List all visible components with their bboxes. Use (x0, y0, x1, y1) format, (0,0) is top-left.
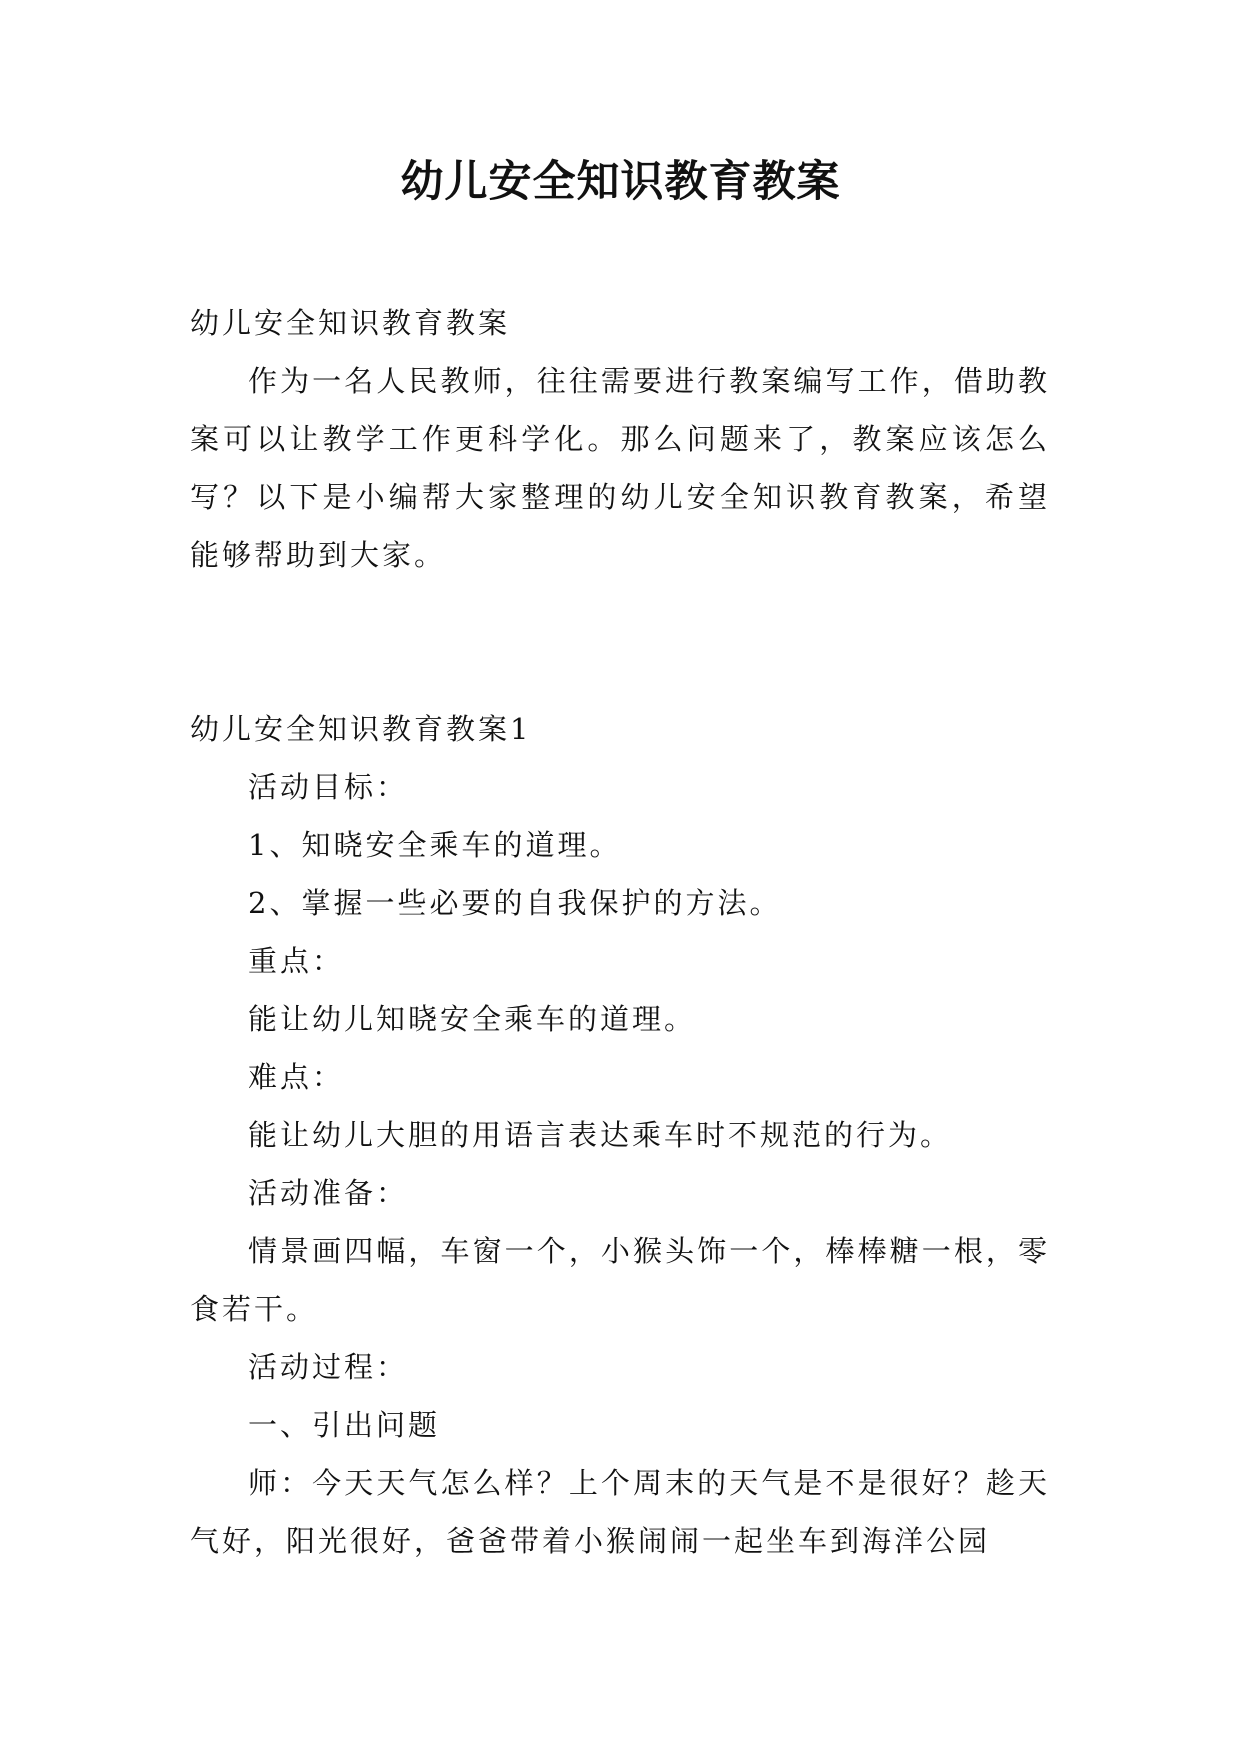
goal-2: 2、掌握一些必要的自我保护的方法。 (248, 886, 782, 920)
goal-1: 1、知晓安全乘车的道理。 (248, 828, 622, 862)
process-heading: 活动过程： (248, 1350, 409, 1384)
document-title: 幼儿安全知识教育教案 (400, 157, 841, 207)
section-gap (190, 584, 1050, 700)
process-step-1: 一、引出问题 (248, 1408, 441, 1442)
teacher-dialogue: 师：今天天气怎么样？上个周末的天气是不是很好？趁天气好，阳光很好，爸爸带着小猴闹闹一起坐车到海洋公园 (190, 1466, 1050, 1558)
preparation-heading: 活动准备： (248, 1176, 409, 1210)
activity-goals-heading: 活动目标： (248, 770, 409, 804)
difficulty-text: 能让幼儿大胆的用语言表达乘车时不规范的行为。 (248, 1118, 953, 1152)
preparation-text: 情景画四幅，车窗一个，小猴头饰一个，棒棒糖一根，零食若干。 (190, 1234, 1050, 1326)
key-point-text: 能让幼儿知晓安全乘车的道理。 (248, 1002, 697, 1036)
intro-paragraph: 作为一名人民教师，往往需要进行教案编写工作，借助教案可以让教学工作更科学化。那么问题来了，教案应该怎么写？以下是小编帮大家整理的幼儿安全知识教育教案，希望能够帮助到大家。 (190, 364, 1050, 572)
difficulty-heading: 难点： (248, 1060, 345, 1094)
document-body (190, 294, 1050, 1570)
subtitle: 幼儿安全知识教育教案 (190, 306, 511, 340)
key-point-heading: 重点： (248, 944, 345, 978)
section-title: 幼儿安全知识教育教案1 (190, 712, 532, 746)
